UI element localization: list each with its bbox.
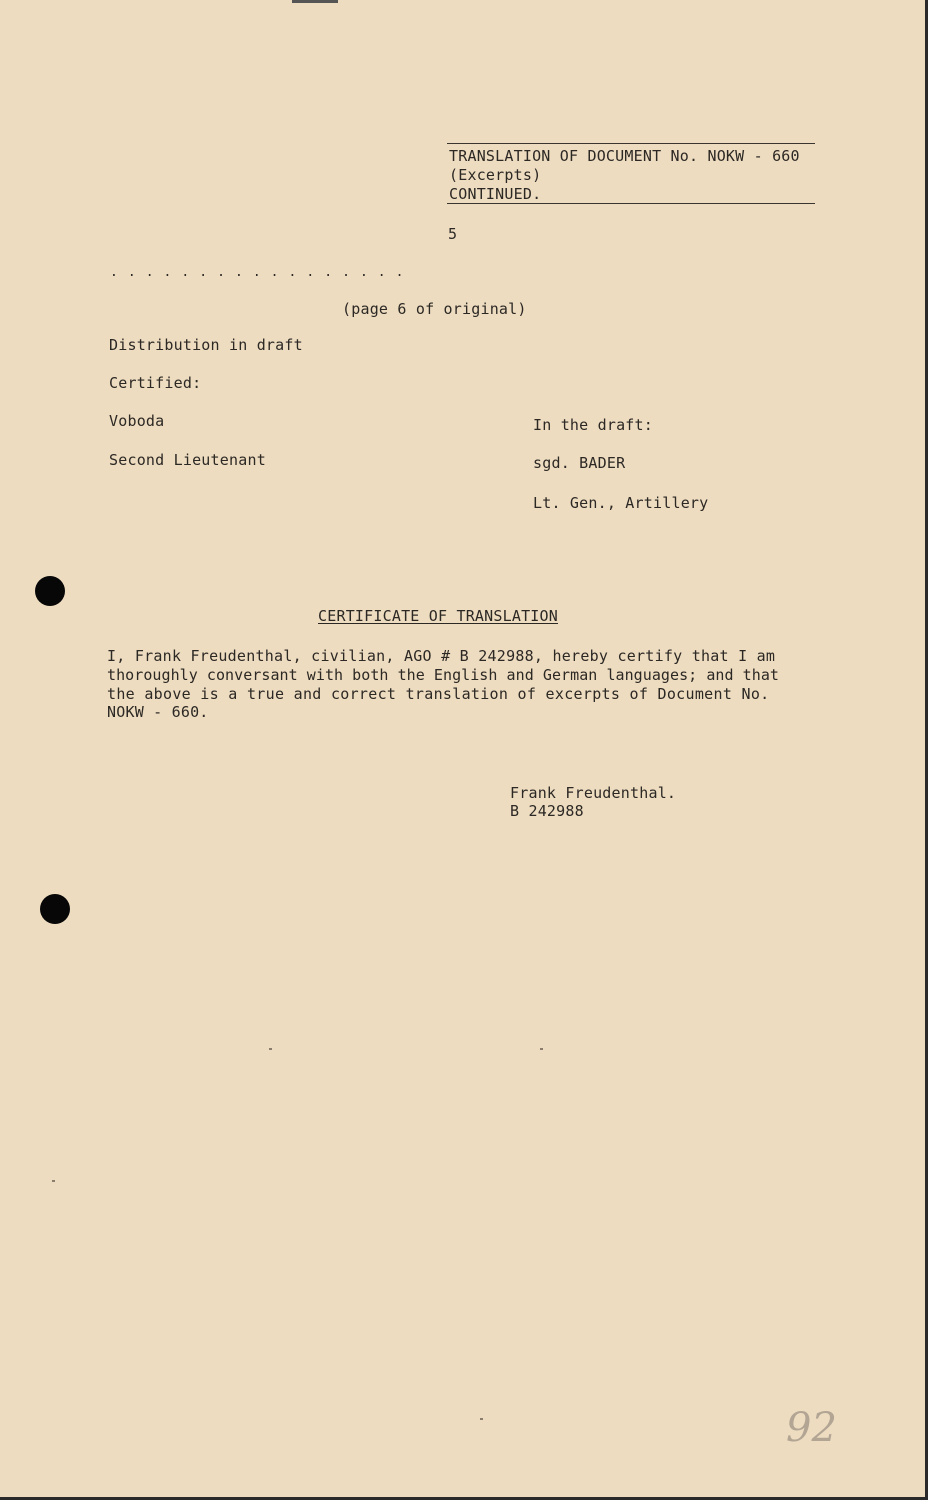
left-signer-rank: Second Lieutenant xyxy=(109,451,266,469)
header-bottom-rule xyxy=(447,203,815,204)
header-excerpts: (Excerpts) xyxy=(449,166,542,184)
punch-hole-bottom xyxy=(40,894,70,924)
translator-signature: Frank Freudenthal. xyxy=(510,784,677,802)
certificate-line-1: I, Frank Freudenthal, civilian, AGO # B 242988, hereby certify that I am xyxy=(107,647,776,665)
page-number: 5 xyxy=(448,225,458,243)
punch-hole-top xyxy=(35,576,65,606)
header-continued: CONTINUED. xyxy=(449,185,542,203)
header-top-rule xyxy=(447,143,815,144)
certificate-line-3: the above is a true and correct translation of excerpts of Document No. xyxy=(107,685,770,703)
distribution-note: Distribution in draft xyxy=(109,336,303,354)
left-signer-name: Voboda xyxy=(109,412,165,430)
paper-speck xyxy=(480,1418,483,1420)
separator-dots: . . . . . . . . . . . . . . . . . xyxy=(110,265,405,280)
page-reference: (page 6 of original) xyxy=(342,300,527,318)
paper-speck xyxy=(269,1048,272,1050)
certificate-line-2: thoroughly conversant with both the English and German languages; and that xyxy=(107,666,779,684)
right-signer-label: In the draft: xyxy=(533,416,653,434)
staple-mark xyxy=(292,0,338,3)
certificate-title: CERTIFICATE OF TRANSLATION xyxy=(318,607,558,625)
certified-label: Certified: xyxy=(109,374,202,392)
translator-number: B 242988 xyxy=(510,802,584,820)
handwritten-page-number: 92 xyxy=(786,1405,837,1451)
paper-speck xyxy=(52,1180,55,1182)
right-signer-name: sgd. BADER xyxy=(533,454,626,472)
right-signer-rank: Lt. Gen., Artillery xyxy=(533,494,709,512)
paper-speck xyxy=(540,1048,543,1050)
certificate-line-4: NOKW - 660. xyxy=(107,703,209,721)
header-title: TRANSLATION OF DOCUMENT No. NOKW - 660 xyxy=(449,147,800,165)
